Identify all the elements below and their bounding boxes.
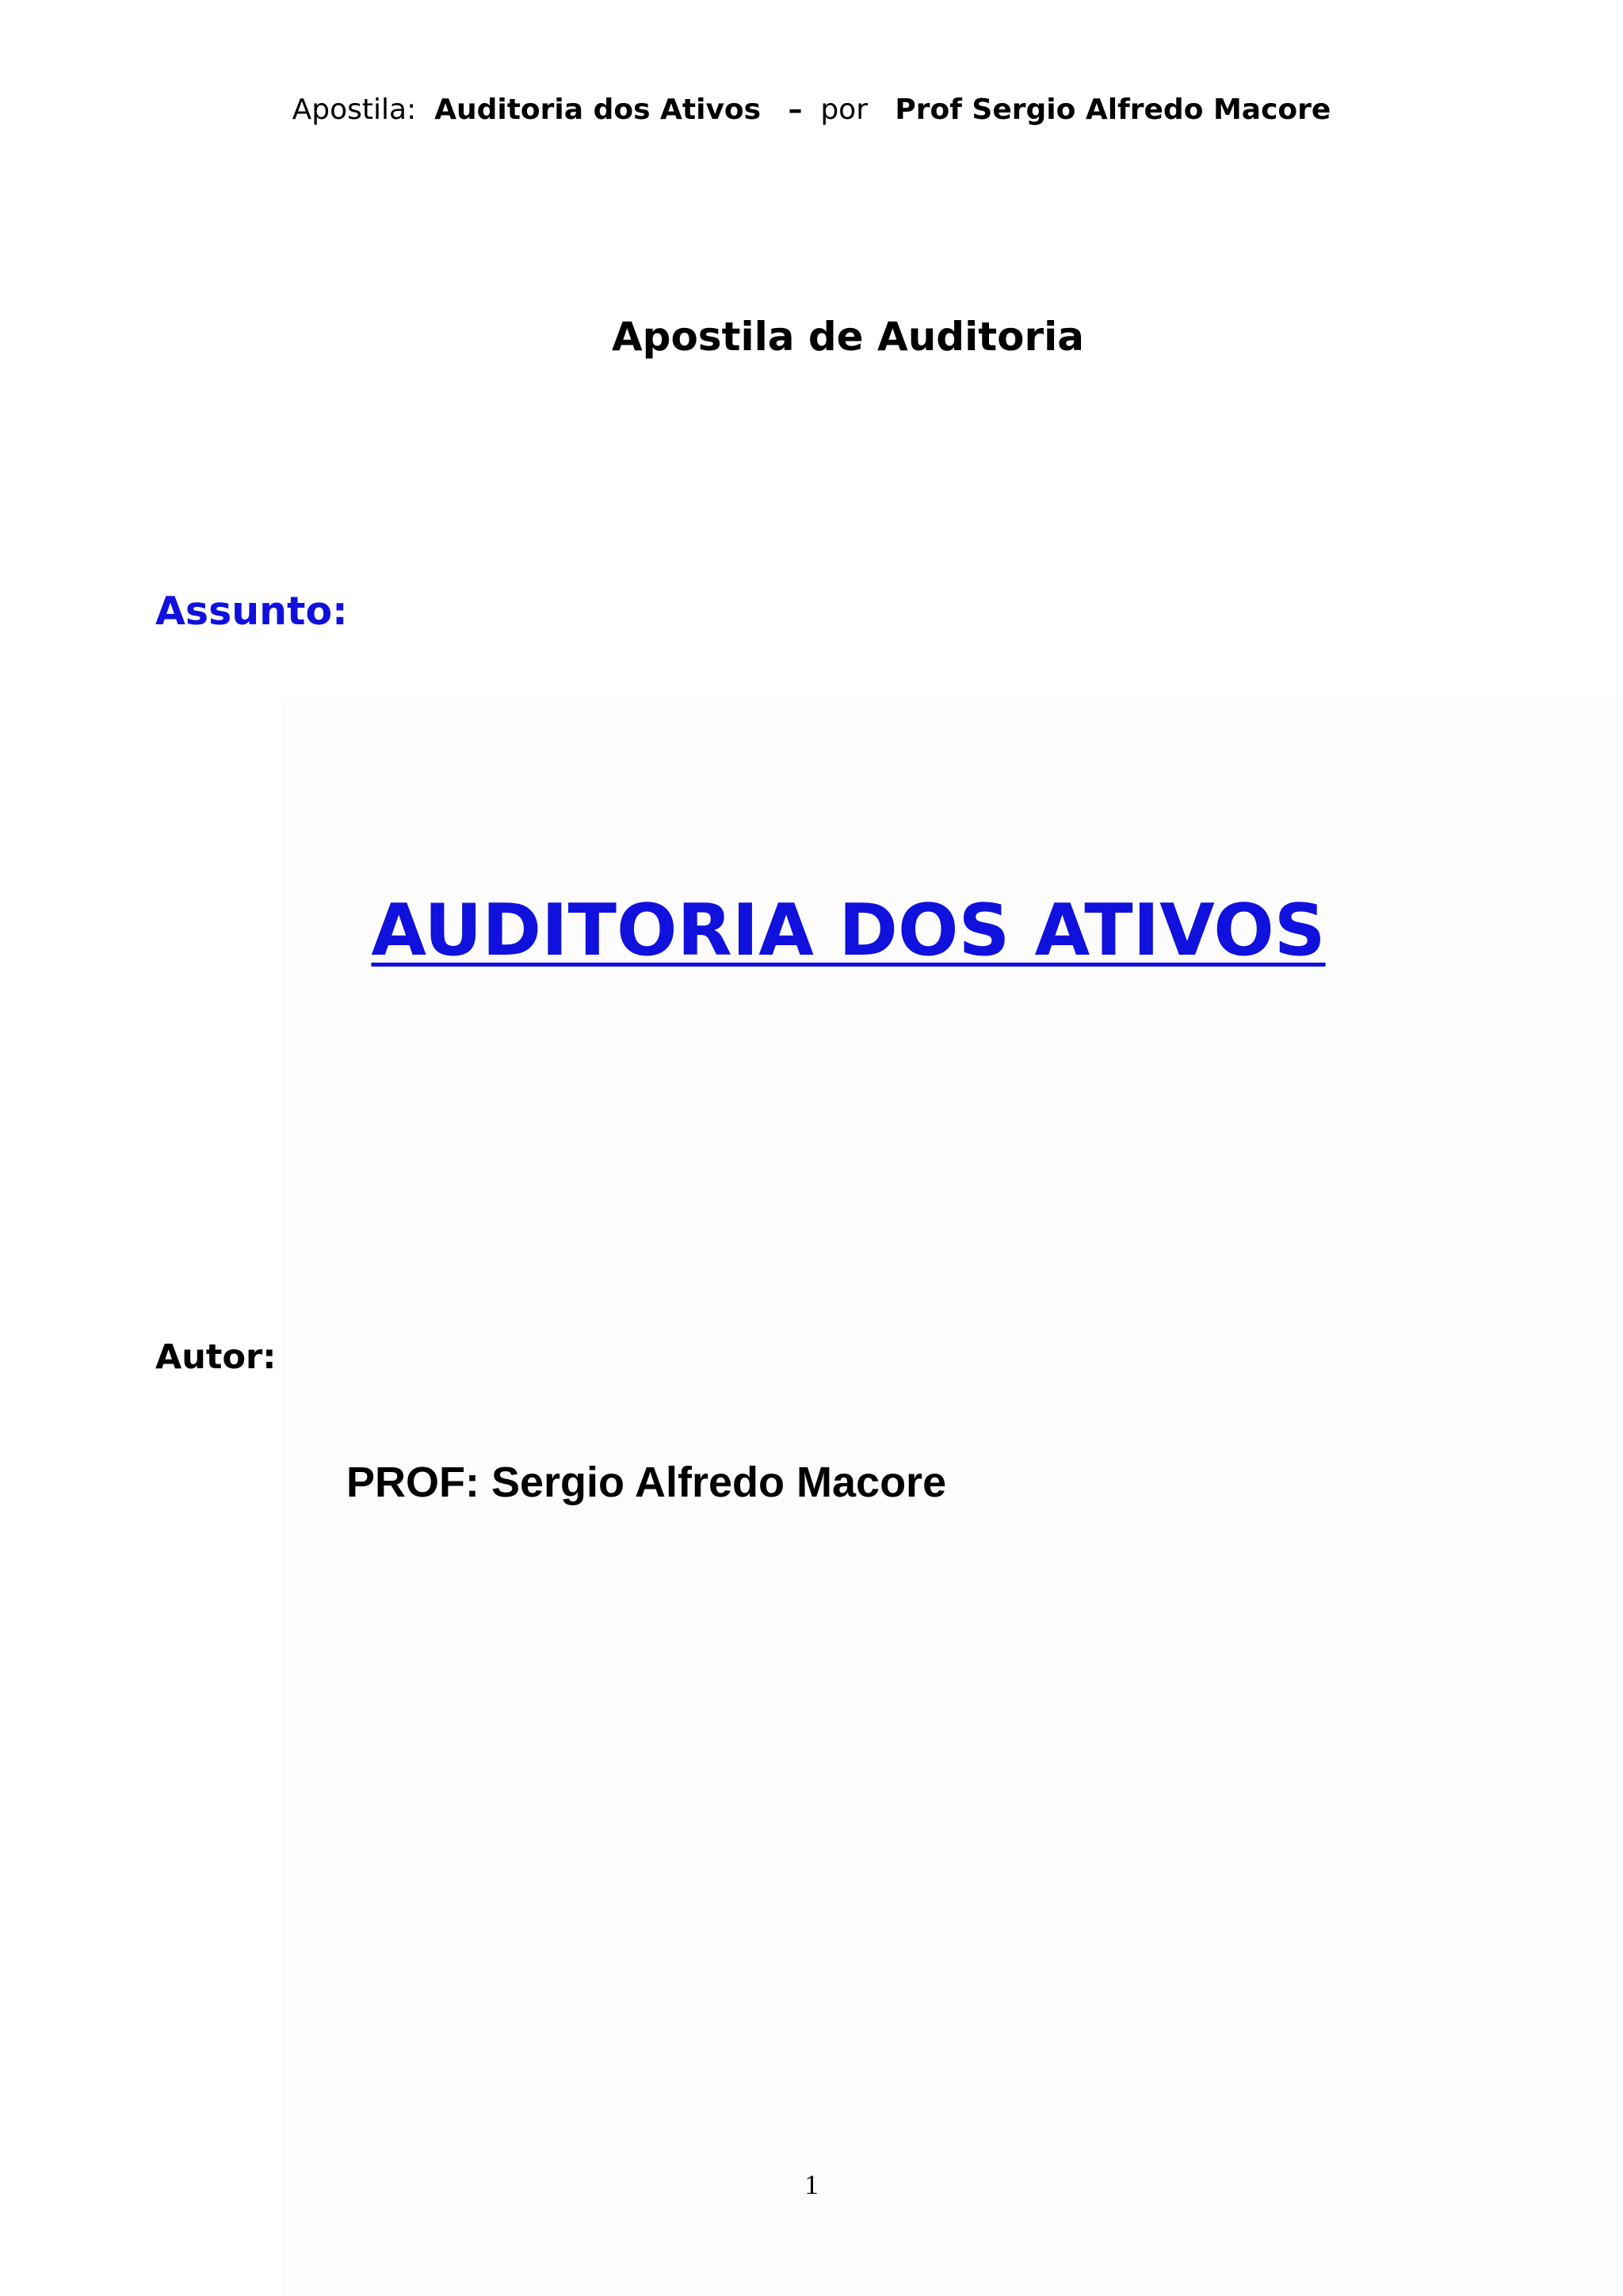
subject-heading: AUDITORIA DOS ATIVOS: [371, 889, 1326, 972]
subject-label: Assunto:: [155, 589, 348, 634]
header-by: por: [820, 93, 869, 126]
header-dash: –: [788, 93, 803, 126]
header-author: Prof Sergio Alfredo Macore: [895, 93, 1331, 126]
author-name: PROF: Sergio Alfredo Macore: [346, 1459, 947, 1506]
page-number: 1: [804, 2169, 819, 2200]
document-title: Apostila de Auditoria: [611, 314, 1085, 360]
running-header: [0, 93, 1623, 126]
header-prefix: Apostila:: [292, 93, 417, 126]
header-course: Auditoria dos Ativos: [434, 93, 762, 126]
author-label: Autor:: [155, 1337, 277, 1377]
